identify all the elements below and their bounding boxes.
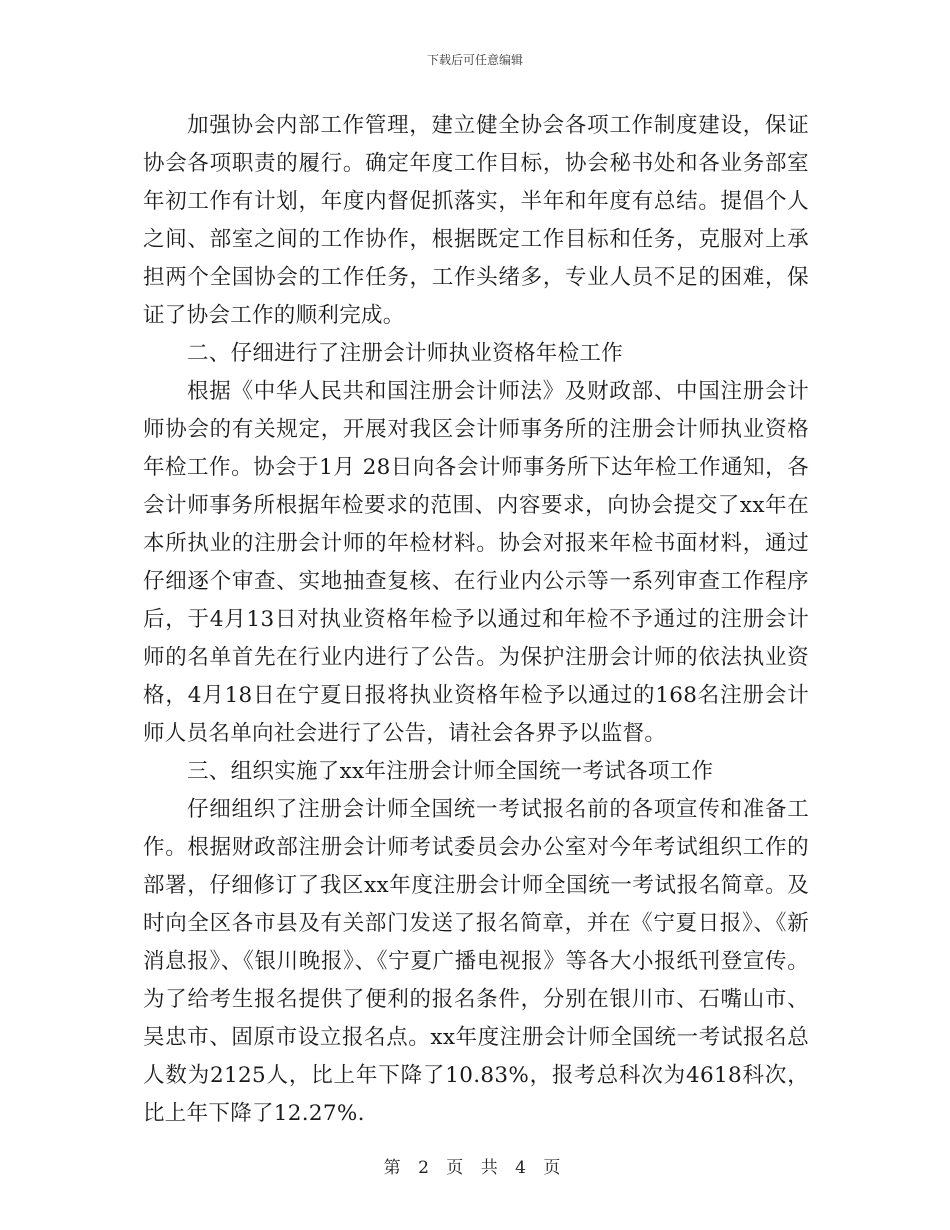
header-note: 下载后可任意编辑: [426, 53, 523, 67]
paragraph-management: 加强协会内部工作管理，建立健全协会各项工作制度建设，保证协会各项职责的履行。确定年度工作目标，协会秘书处和各业务部室年初工作有计划，年度内督促抓落实，半年和年度有总结。提倡个人之间、部室之间的工作协作，根据既定工作目标和任务，克服对上承担两个全国协会的工作任务，工作头绪多，专业人员不足的困难，保证了协会工作的顺利完成。: [143, 113, 809, 328]
section-heading-annual-review: 二、仔细进行了注册会计师执业资格年检工作: [187, 341, 624, 366]
document-body: [143, 107, 809, 1133]
section-heading-national-exam: 三、组织实施了xx年注册会计师全国统一考试各项工作: [187, 759, 714, 784]
paragraph-annual-review: 根据《中华人民共和国注册会计师法》及财政部、中国注册会计师协会的有关规定，开展对我区会计师事务所的注册会计师执业资格年检工作。协会于1月 28日向各会计师事务所下达年检工作通知，各会计师事务所根据年检要求的范围、内容要求，向协会提交了xx年在本所执业的注册会计师的年检材料。协会对报来年检书面材料，通过仔细逐个审查、实地抽查复核、在行业内公示等一系列审查工作程序后，于4月13日对执业资格年检予以通过和年检不予通过的注册会计师的名单首先在行业内进行了公告。为保护注册会计师的依法执业资格，4月18日在宁夏日报将执业资格年检予以通过的168名注册会计师人员名单向社会进行了公告，请社会各界予以监督。: [143, 379, 809, 746]
page-number-footer: 第 2 页 共 4 页: [383, 1158, 567, 1178]
paragraph-national-exam: 仔细组织了注册会计师全国统一考试报名前的各项宣传和准备工作。根据财政部注册会计师考试委员会办公室对今年考试组织工作的部署，仔细修订了我区xx年度注册会计师全国统一考试报名简章。及时向全区各市县及有关部门发送了报名简章，并在《宁夏日报》、《新消息报》、《银川晚报》、《宁夏广播电视报》等各大小报纸刊登宣传。为了给考生报名提供了便利的报名条件，分别在银川市、石嘴山市、吴忠市、固原市设立报名点。xx年度注册会计师全国统一考试报名总人数为2125人，比上年下降了10.83%，报考总科次为4618科次，比上年下降了12.27%.: [143, 797, 809, 1126]
